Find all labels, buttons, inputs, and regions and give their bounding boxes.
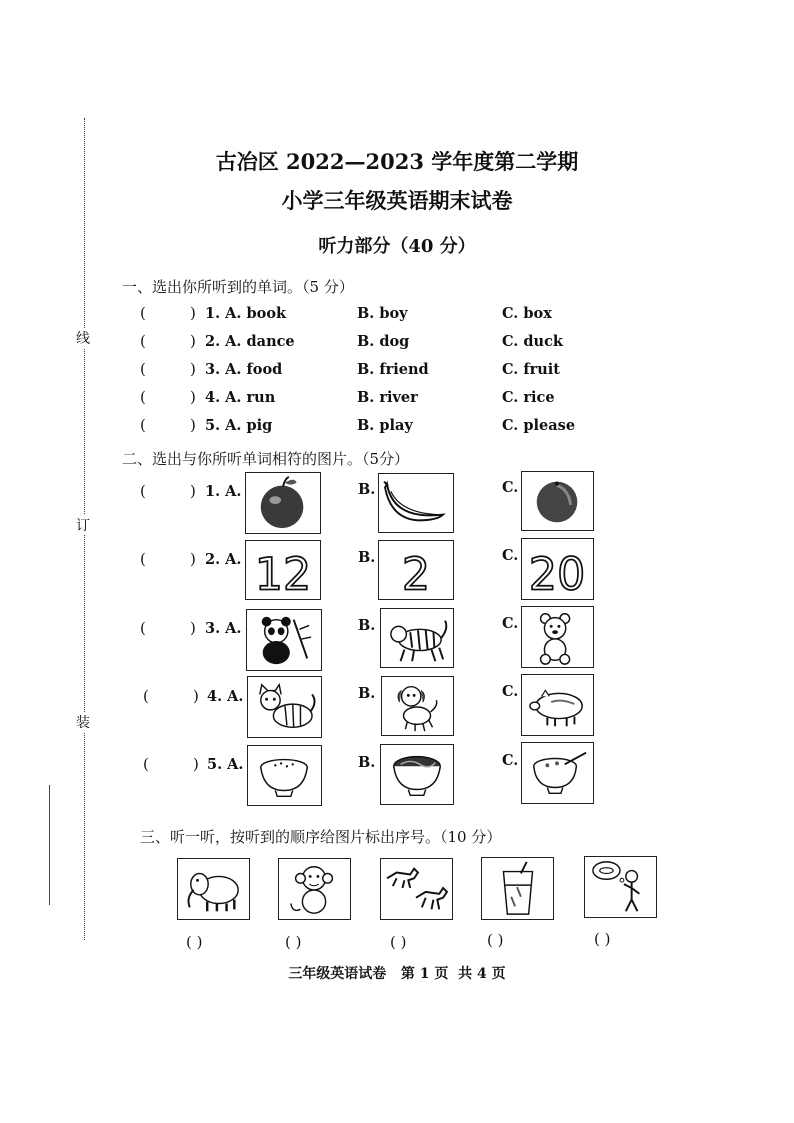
horses-picture[interactable] xyxy=(380,858,453,920)
option-b: B. play xyxy=(357,417,413,434)
option-c: C. xyxy=(502,547,519,564)
answer-paren-close: ) xyxy=(190,332,196,350)
option-a: 1. A. book xyxy=(205,305,287,322)
answer-paren-close: ) xyxy=(190,550,196,568)
orange-icon xyxy=(522,472,593,530)
dog-icon xyxy=(382,677,453,735)
option-b: B. xyxy=(358,685,376,702)
option-c: C. please xyxy=(502,417,576,434)
pig-icon xyxy=(522,675,593,735)
option-c: C. duck xyxy=(502,333,563,350)
svg-text:12: 12 xyxy=(254,549,312,599)
section2-heading: 二、选出与你所听单词相符的图片。（5分） xyxy=(122,450,410,468)
elephant-picture[interactable] xyxy=(177,858,250,920)
teddy-bear-icon xyxy=(522,607,593,667)
pig-picture[interactable] xyxy=(521,674,594,736)
monkey-icon xyxy=(279,859,350,919)
answer-blank[interactable]: ( ) xyxy=(390,933,407,951)
answer-paren-open[interactable]: ( xyxy=(140,550,146,568)
answer-paren-open[interactable]: ( xyxy=(140,619,146,637)
question-number: 2. A. xyxy=(205,551,242,568)
answer-blank[interactable]: ( ) xyxy=(594,930,611,948)
number-20-icon xyxy=(522,539,593,599)
option-c: C. xyxy=(502,752,519,769)
juice-picture[interactable] xyxy=(481,857,554,920)
cat-icon xyxy=(248,677,321,737)
cat-picture[interactable] xyxy=(247,676,322,738)
soup-bowl-icon xyxy=(522,743,593,803)
binding-label-zhuang: 装 xyxy=(76,712,90,732)
orange-picture[interactable] xyxy=(521,471,594,531)
question-number: 4. A. xyxy=(207,688,244,705)
number-12-picture[interactable] xyxy=(245,540,321,600)
answer-paren-open[interactable]: ( xyxy=(143,687,149,705)
answer-paren-close: ) xyxy=(193,755,199,773)
tiger-icon xyxy=(381,609,453,667)
juice-glass-icon xyxy=(482,858,553,919)
option-c: C. xyxy=(502,479,519,496)
option-c: C. xyxy=(502,615,519,632)
option-b: B. xyxy=(358,549,376,566)
binding-label-ding: 订 xyxy=(76,515,90,535)
question-number: 5. A. xyxy=(207,756,244,773)
apple-icon xyxy=(246,473,320,533)
option-b: B. xyxy=(358,481,376,498)
option-c: C. fruit xyxy=(502,361,561,378)
option-b: B. boy xyxy=(357,305,408,322)
banana-icon xyxy=(379,474,453,532)
option-a: 3. A. food xyxy=(205,361,283,378)
answer-paren-open[interactable]: ( xyxy=(140,416,146,434)
page-footer: 三年级英语试卷 第 1 页 共 4 页 xyxy=(288,966,506,982)
option-c: C. rice xyxy=(502,389,555,406)
number-20-picture[interactable] xyxy=(521,538,594,600)
option-c: C. xyxy=(502,683,519,700)
answer-paren-close: ) xyxy=(190,416,196,434)
option-b: B. river xyxy=(357,389,418,406)
tiger-picture[interactable] xyxy=(380,608,454,668)
svg-text:20: 20 xyxy=(528,549,586,599)
option-b: B. friend xyxy=(357,361,429,378)
banana-picture[interactable] xyxy=(378,473,454,533)
answer-paren-open[interactable]: ( xyxy=(140,304,146,322)
boy-thinking-icon xyxy=(585,857,656,917)
option-b: B. xyxy=(358,617,376,634)
answer-paren-close: ) xyxy=(190,619,196,637)
answer-paren-close: ) xyxy=(190,388,196,406)
answer-blank[interactable]: ( ) xyxy=(285,933,302,951)
section-title-listening: 听力部分（40 分） xyxy=(318,236,476,257)
answer-paren-open[interactable]: ( xyxy=(140,388,146,406)
soup-picture[interactable] xyxy=(521,742,594,804)
question-number: 1. A. xyxy=(205,483,242,500)
margin-solid-line xyxy=(49,785,50,905)
panda-icon xyxy=(247,610,321,670)
answer-blank[interactable]: ( ) xyxy=(186,933,203,951)
option-b: B. dog xyxy=(357,333,410,350)
noodle-bowl-icon xyxy=(381,745,453,804)
boy-thinking-picture[interactable] xyxy=(584,856,657,918)
exam-title-line2: 小学三年级英语期末试卷 xyxy=(281,188,513,213)
svg-text:2: 2 xyxy=(401,549,431,599)
answer-paren-open[interactable]: ( xyxy=(143,755,149,773)
noodles-picture[interactable] xyxy=(380,744,454,805)
monkey-picture[interactable] xyxy=(278,858,351,920)
number-2-icon xyxy=(379,541,453,599)
answer-paren-close: ) xyxy=(190,482,196,500)
answer-blank[interactable]: ( ) xyxy=(487,931,504,949)
apple-picture[interactable] xyxy=(245,472,321,534)
bear-picture[interactable] xyxy=(521,606,594,668)
number-12-icon xyxy=(246,541,320,599)
question-number: 3. A. xyxy=(205,620,242,637)
answer-paren-open[interactable]: ( xyxy=(140,482,146,500)
panda-picture[interactable] xyxy=(246,609,322,671)
answer-paren-open[interactable]: ( xyxy=(140,332,146,350)
section3-heading: 三、听一听，按听到的顺序给图片标出序号。（10 分） xyxy=(140,828,502,846)
elephant-icon xyxy=(178,859,249,919)
section1-heading: 一、选出你所听到的单词。（5 分） xyxy=(122,278,354,296)
answer-paren-close: ) xyxy=(190,360,196,378)
horses-icon xyxy=(381,859,452,919)
dog-picture[interactable] xyxy=(381,676,454,736)
option-a: 5. A. pig xyxy=(205,417,273,434)
answer-paren-close: ) xyxy=(190,304,196,322)
option-a: 2. A. dance xyxy=(205,333,295,350)
binding-label-xian: 线 xyxy=(76,328,90,348)
option-c: C. box xyxy=(502,305,552,322)
rice-bowl-icon xyxy=(248,746,321,805)
exam-title-line1: 古冶区 2022—2023 学年度第二学期 xyxy=(215,149,579,174)
answer-paren-close: ) xyxy=(193,687,199,705)
option-a: 4. A. run xyxy=(205,389,276,406)
number-2-picture[interactable] xyxy=(378,540,454,600)
option-b: B. xyxy=(358,754,376,771)
rice-picture[interactable] xyxy=(247,745,322,806)
answer-paren-open[interactable]: ( xyxy=(140,360,146,378)
